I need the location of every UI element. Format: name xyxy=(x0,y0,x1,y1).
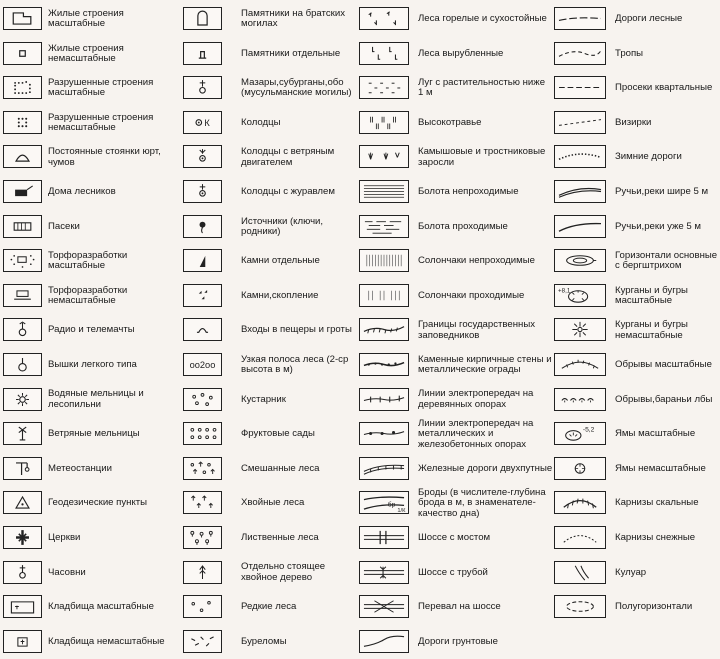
reserve-boundary-symbol xyxy=(359,318,409,341)
legend-label: Памятники отдельные xyxy=(241,47,341,59)
legend-label: Просеки квартальные xyxy=(615,82,713,94)
forest-road-symbol xyxy=(554,7,606,30)
legend-label: Лиственные леса xyxy=(241,532,319,544)
legend-label: Линии электропередач на деревянных опорах xyxy=(418,388,534,410)
power-line-wooden-symbol xyxy=(359,388,409,411)
legend-label: Фруктовые сады xyxy=(241,428,315,440)
coniferous-forest-symbol xyxy=(183,491,222,514)
tall-grass-symbol xyxy=(359,111,409,134)
legend-label: Пасеки xyxy=(48,220,80,232)
legend-label: Камни,скопление xyxy=(241,289,319,301)
impassable-swamp-symbol xyxy=(359,180,409,203)
watermill-icon xyxy=(3,388,42,411)
legend-label: Церкви xyxy=(48,532,81,544)
shrub-symbol xyxy=(183,388,222,411)
legend-label: Отдельно стоящее хвойное дерево xyxy=(241,561,326,583)
legend-label: Леса вырубленные xyxy=(418,47,504,59)
legend-label: Колодцы с журавлем xyxy=(241,186,335,198)
power-line-metal-symbol xyxy=(359,422,409,445)
legend-label: Разрушенные строения немасштабные xyxy=(48,111,154,134)
residential-building-scale-symbol xyxy=(3,7,42,30)
highway-culvert-symbol xyxy=(359,561,409,584)
legend-label: Железные дороги двухпутные xyxy=(418,462,553,474)
legend-label: Курганы и бугры масштабные xyxy=(615,284,688,307)
legend-label: Визирки xyxy=(615,116,652,128)
winter-road-symbol xyxy=(554,145,606,168)
legend-label: Линии электропередач на металлических и железобетонных опорах xyxy=(418,417,534,450)
mixed-forest-symbol xyxy=(183,457,222,480)
mound-height: +8,1 xyxy=(558,287,571,295)
legend-label: Памятники на братских могилах xyxy=(241,7,345,30)
legend-label: Дома лесников xyxy=(48,186,116,198)
legend-label: Каменные кирпичные стены и металлические ограды xyxy=(418,353,552,376)
legend-label: Перевал на шоссе xyxy=(418,601,501,613)
legend-label: Колодцы с ветряным двигателем xyxy=(241,146,335,168)
residential-building-icon xyxy=(3,42,42,65)
ford-symbol xyxy=(359,491,409,514)
legend-label: Кладбища немасштабные xyxy=(48,635,165,647)
legend-label: Леса горелые и сухостойные xyxy=(418,13,547,25)
legend-label: Высокотравье xyxy=(418,116,482,128)
legend-label: Дороги грунтовые xyxy=(418,635,498,647)
boulder-icon xyxy=(183,249,222,272)
couloir-symbol xyxy=(554,561,606,584)
legend-label: Разрушенные строения масштабные xyxy=(48,77,154,99)
mass-grave-monument-icon xyxy=(183,7,222,30)
narrow-river-symbol xyxy=(554,215,606,238)
forest-clearing-symbol xyxy=(554,76,606,99)
trail-symbol xyxy=(554,42,606,65)
boulder-cluster-icon xyxy=(183,284,222,307)
legend-label: Редкие леса xyxy=(241,601,297,613)
legend-label: Жилые строения немасштабные xyxy=(48,42,124,64)
legend-label: Обрывы масштабные xyxy=(615,359,712,371)
wide-river-symbol xyxy=(554,180,606,203)
legend-label: Камышовые и тростниковые заросли xyxy=(418,146,546,168)
forest-strip-symbol xyxy=(183,353,222,376)
peat-extraction-icon xyxy=(3,284,42,307)
legend-label: Часовни xyxy=(48,566,86,578)
clear-cut-symbol xyxy=(359,42,409,65)
legend-label: Курганы и бугры немасштабные xyxy=(615,319,688,341)
mound-scale-symbol xyxy=(554,284,606,307)
legend-label: Шоссе с мостом xyxy=(418,532,491,544)
legend-label: Метеостанции xyxy=(48,462,113,474)
reeds-symbol xyxy=(359,145,409,168)
crane-well-icon xyxy=(183,180,222,203)
windfall-symbol xyxy=(183,630,222,653)
legend-label: Ямы масштабные xyxy=(615,428,696,440)
sheep-rock-symbol xyxy=(554,388,606,411)
legend-label: Постоянные стоянки юрт, чумов xyxy=(48,146,161,168)
cliff-scale-symbol xyxy=(554,353,606,376)
half-contour-symbol xyxy=(554,595,606,618)
legend-label: Вышки легкого типа xyxy=(48,359,137,371)
pit-depth: -5,2 xyxy=(582,426,595,434)
burnt-forest-symbol xyxy=(359,7,409,30)
double-track-railway-symbol xyxy=(359,457,409,480)
single-conifer-icon xyxy=(183,561,222,584)
legend-label: Болота проходимые xyxy=(418,220,508,232)
legend-label: Жилые строения масштабные xyxy=(48,7,124,30)
legend-label: Источники (ключи, родники) xyxy=(241,215,324,237)
ruined-building-icon xyxy=(3,111,42,134)
legend-label: Кладбища масштабные xyxy=(48,601,154,613)
legend-label: Кустарник xyxy=(241,393,286,405)
legend-label: Карнизы скальные xyxy=(615,497,699,509)
stone-wall-symbol xyxy=(359,353,409,376)
legend-label: Зимние дороги xyxy=(615,151,682,163)
highway-bridge-symbol xyxy=(359,526,409,549)
monument-icon xyxy=(183,42,222,65)
legend-label: Колодцы xyxy=(241,116,281,128)
contour-hachure-symbol xyxy=(554,249,606,272)
legend-label: Ветряные мельницы xyxy=(48,428,140,440)
yurt-icon xyxy=(3,145,42,168)
church-icon xyxy=(3,526,42,549)
legend-label: Болота непроходимые xyxy=(418,186,519,198)
forest-strip-text: оо2оо xyxy=(189,360,216,371)
rock-ledge-symbol xyxy=(554,491,606,514)
legend-label: Входы в пещеры и гроты xyxy=(241,324,352,336)
well-icon xyxy=(183,111,222,134)
legend-label: Торфоразработки немасштабные xyxy=(48,284,128,307)
cave-entrance-icon xyxy=(183,318,222,341)
legend-label: Луг с растительностью ниже 1 м xyxy=(418,77,546,99)
legend-label: Геодезические пункты xyxy=(48,497,148,509)
spring-icon xyxy=(183,215,222,238)
legend-label: Тропы xyxy=(615,47,644,59)
legend-label: Мазары,субурганы,обо (мусульманские могилы) xyxy=(241,77,352,99)
wind-well-icon xyxy=(183,145,222,168)
impassable-salt-marsh-symbol xyxy=(359,249,409,272)
snow-ledge-symbol xyxy=(554,526,606,549)
cutline-symbol xyxy=(554,111,606,134)
passable-swamp-symbol xyxy=(359,215,409,238)
legend-label: Полугоризонтали xyxy=(615,601,693,613)
peat-extraction-scale-symbol xyxy=(3,249,42,272)
ford-fraction: 1/К xyxy=(397,508,406,514)
legend-label: Карнизы снежные xyxy=(615,532,696,544)
radio-mast-icon xyxy=(3,318,42,341)
ruined-building-scale-symbol xyxy=(3,76,42,99)
legend-label: Хвойные леса xyxy=(241,497,305,509)
mound-icon xyxy=(554,318,606,341)
passable-salt-marsh-symbol xyxy=(359,284,409,307)
legend-label: Броды (в числителе-глубина брода в м, в знаменателе-качество дна) xyxy=(418,487,546,519)
legend-label: Обрывы,бараньи лбы xyxy=(615,393,713,405)
forester-house-icon xyxy=(3,180,42,203)
dirt-road-symbol xyxy=(359,630,409,653)
legend-label: Ручьи,реки шире 5 м xyxy=(615,186,709,198)
meadow-symbol xyxy=(359,76,409,99)
legend-label: Солончаки непроходимые xyxy=(418,255,535,267)
ford-label: бр xyxy=(387,501,396,509)
pit-icon xyxy=(554,457,606,480)
legend-label: Узкая полоса леса (2-ср высота в м) xyxy=(241,353,349,376)
windmill-icon xyxy=(3,422,42,445)
legend-label: Солончаки проходимые xyxy=(418,289,525,301)
mazar-icon xyxy=(183,76,222,99)
legend-label: Торфоразработки масштабные xyxy=(48,250,128,272)
well-letter: К xyxy=(204,117,210,128)
weather-station-icon xyxy=(3,457,42,480)
geodetic-point-icon xyxy=(3,491,42,514)
legend-label: Буреломы xyxy=(241,635,287,647)
highway-pass-symbol xyxy=(359,595,409,618)
legend-label: Кулуар xyxy=(615,566,647,578)
sparse-forest-symbol xyxy=(183,595,222,618)
legend-label: Камни отдельные xyxy=(241,255,320,267)
legend-label: Дороги лесные xyxy=(615,13,683,25)
pit-scale-symbol xyxy=(554,422,606,445)
deciduous-forest-symbol xyxy=(183,526,222,549)
light-tower-icon xyxy=(3,353,42,376)
legend-label: Границы государственных заповедников xyxy=(418,319,536,341)
legend-label: Радио и телемачты xyxy=(48,324,135,336)
legend-label: Ямы немасштабные xyxy=(615,462,706,474)
cemetery-scale-symbol xyxy=(3,595,42,618)
chapel-icon xyxy=(3,561,42,584)
legend-label: Шоссе с трубой xyxy=(418,566,488,578)
legend-label: Ручьи,реки уже 5 м xyxy=(615,220,702,232)
cemetery-icon xyxy=(3,630,42,653)
legend-label: Смешанные леса xyxy=(241,462,320,474)
legend-label: Водяные мельницы и лесопильни xyxy=(48,388,144,410)
orchard-symbol xyxy=(183,422,222,445)
apiary-icon xyxy=(3,215,42,238)
legend-label: Горизонтали основные с бергштрихом xyxy=(615,250,718,272)
